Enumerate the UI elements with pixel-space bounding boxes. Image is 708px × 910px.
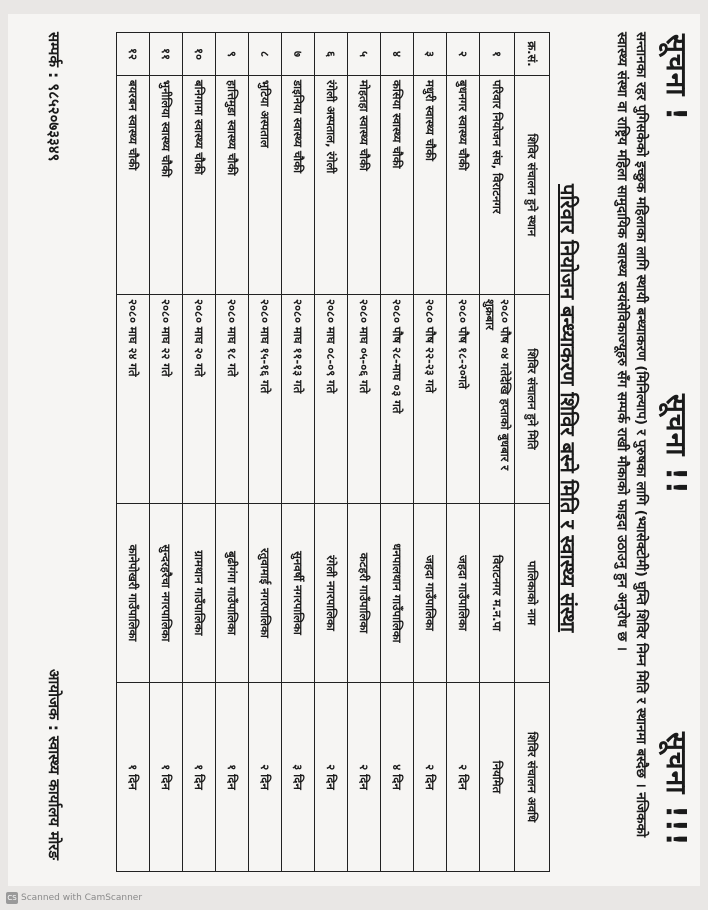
row-date: २०८० माघ ०८-०९ गते (315, 295, 348, 504)
row-place: डाइनिया स्वास्थ्य चौकी (282, 76, 315, 295)
row-municipality: कटहरी गाउँपालिका (348, 504, 381, 683)
row-duration: १ दिन (117, 683, 150, 872)
row-duration: नियमित (480, 683, 515, 872)
row-place: हात्तिमुडा स्वास्थ्य चौकी (216, 76, 249, 295)
rotated-notice-sheet (8, 14, 700, 886)
table-row (480, 33, 515, 872)
table-title: परिवार नियोजन बन्ध्याकरण शिविर बस्ने मिति र स्वास्थ्य संस्था (556, 184, 580, 633)
organizer: आयोजक : स्वास्थ्य कार्यालय मोरङ (45, 669, 63, 860)
table-body (117, 33, 515, 872)
header-municipality: पालिकाको नाम (515, 504, 550, 683)
camscanner-logo-icon: CS (7, 894, 17, 902)
row-date: २०८० माघ ११-१३ गते (282, 295, 315, 504)
row-date: २०८० पौष २८-माघ ०३ गते (381, 295, 414, 504)
table-row (117, 33, 150, 872)
row-municipality: कानेपोखरी गाउँपालिका (117, 504, 150, 683)
row-place: बुधनगर स्वास्थ्य चौकी (447, 76, 480, 295)
header-serial: क्र.सं. (515, 33, 550, 76)
row-municipality: धनपालथान गाउँपालिका (381, 504, 414, 683)
row-date: २०८० माघ १८ गते (216, 295, 249, 504)
header-date: शिविर संचालन हुने मिति (515, 295, 550, 504)
row-serial: ७ (282, 33, 315, 76)
row-duration: ३ दिन (282, 683, 315, 872)
table-row (414, 33, 447, 872)
row-serial: ३ (414, 33, 447, 76)
intro-paragraph: सन्तानका रहर पुगिसकेको इच्छुक महिलाका लागि स्थायी बन्ध्याकरण (मिनिल्याप) र पुरुषका लागि (भ्यासेक्टोमी) घुम्ति शिविर निम्न मिति र स्थानमा बस्दैछ । नजिकको स्वास्थ्य संस्था वा राष्ट्रिय महिला सामुदायिक स्वास्थ्य स्वयंसेविकाज्यूहरु सँग सम्पर्क राखी मौकाको फाइदा उठाउनु हुन अनुरोध छ । (614, 32, 648, 838)
table-header-row (515, 33, 550, 872)
row-duration: २ दिन (315, 683, 348, 872)
row-date: २०८० माघ २४ गते (117, 295, 150, 504)
row-place: बयरबन स्वास्थ्य चौकी (117, 76, 150, 295)
headline-notice-1: सूचना ! (660, 34, 693, 122)
row-date: २०८० माघ २० गते (183, 295, 216, 504)
row-serial: २ (447, 33, 480, 76)
row-municipality: ग्रामथान गाउँपालिका (183, 504, 216, 683)
row-municipality: विराटनगर म.न.पा (480, 504, 515, 683)
table-row (249, 33, 282, 872)
row-place: बनिगामा स्वास्थ्य चौकी (183, 76, 216, 295)
row-serial: ८ (249, 33, 282, 76)
camp-schedule-table (116, 32, 550, 872)
row-date: २०८० माघ २२ गते (150, 295, 183, 504)
row-place: मोहतहा स्वास्थ्य चौकी (348, 76, 381, 295)
headline-notice-2: सूचना !! (660, 394, 693, 495)
row-date: २०८० माघ १५-१६ गते (249, 295, 282, 504)
table-row (216, 33, 249, 872)
header-place: शिविर संचालन हुने स्थान (515, 76, 550, 295)
row-serial: १ (480, 33, 515, 76)
row-place: भुटिया अस्पताल (249, 76, 282, 295)
row-duration: ४ दिन (381, 683, 414, 872)
row-place: मधुरी स्वास्थ्य चौकी (414, 76, 447, 295)
row-duration: १ दिन (183, 683, 216, 872)
row-place: परिवार नियोजन संघ, विराटनगर (480, 76, 515, 295)
contact-number: सम्पर्क : ९८५२०७३३४९ (45, 32, 63, 162)
row-date: २०८० पौष १८-२०गते (447, 295, 480, 504)
row-municipality: रंगेली नगरपालिका (315, 504, 348, 683)
row-serial: १० (183, 33, 216, 76)
scanned-paper (8, 14, 700, 886)
row-municipality: सुनवर्षी नगरपालिका (282, 504, 315, 683)
row-serial: १२ (117, 33, 150, 76)
row-serial: ६ (315, 33, 348, 76)
row-date: २०८० पौष ०४ गतेदेखि हप्ताको बुधबार र शुक्रबार (480, 295, 515, 504)
table-row (315, 33, 348, 872)
row-serial: ४ (381, 33, 414, 76)
table-row (447, 33, 480, 872)
row-duration: १ दिन (150, 683, 183, 872)
camscanner-watermark (6, 892, 142, 904)
row-serial: ११ (150, 33, 183, 76)
table-row (282, 33, 315, 872)
row-duration: २ दिन (348, 683, 381, 872)
table-row (183, 33, 216, 872)
header-duration: शिविर संचालन अवधि (515, 683, 550, 872)
row-duration: २ दिन (249, 683, 282, 872)
row-place: कसिया स्वास्थ्य चौकी (381, 76, 414, 295)
row-date: २०८० पौष २२-२३ गते (414, 295, 447, 504)
row-municipality: जहदा गाउँपालिका (414, 504, 447, 683)
row-duration: २ दिन (414, 683, 447, 872)
row-place: भुनीलिया स्वास्थ्य चौकी (150, 76, 183, 295)
row-serial: ९ (216, 33, 249, 76)
table-row (381, 33, 414, 872)
camscanner-text: Scanned with CamScanner (21, 893, 143, 903)
row-municipality: रतुवामाई नगरपालिका (249, 504, 282, 683)
row-duration: २ दिन (447, 683, 480, 872)
row-municipality: सुन्दरहरैचा नगरपालिका (150, 504, 183, 683)
row-duration: १ दिन (216, 683, 249, 872)
table-row (348, 33, 381, 872)
row-municipality: जहदा गाउँपालिका (447, 504, 480, 683)
row-date: २०८० माघ ०५-०६ गते (348, 295, 381, 504)
table-row (150, 33, 183, 872)
row-place: रंगेली अस्पताल, रंगेली (315, 76, 348, 295)
headline-notice-3: सूचना !!! (660, 732, 693, 847)
row-serial: ५ (348, 33, 381, 76)
row-municipality: बुढीगंगा गाउँपालिका (216, 504, 249, 683)
